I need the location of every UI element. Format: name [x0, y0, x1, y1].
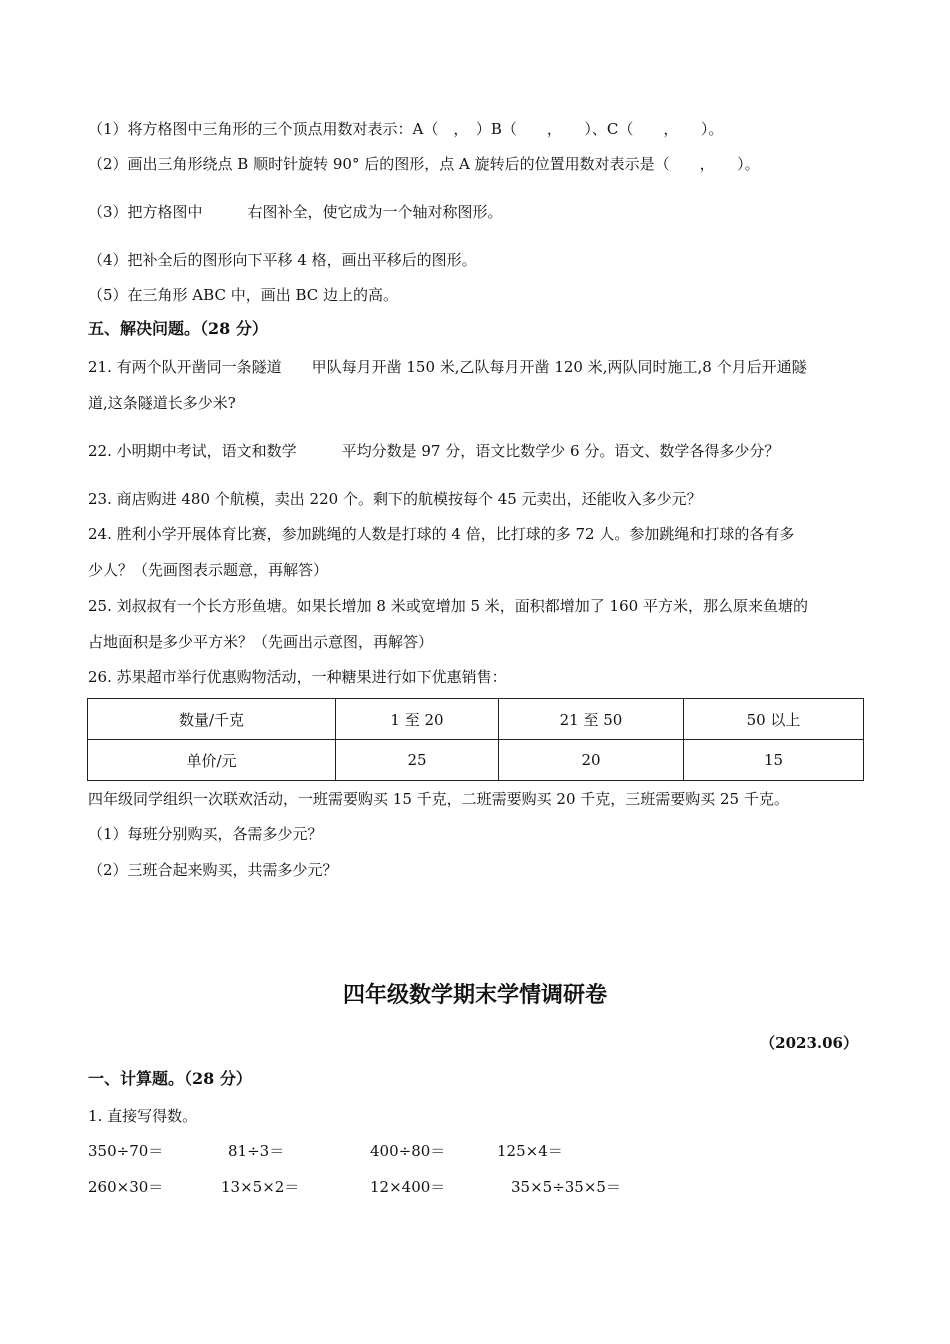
geometry-question-3: （3）把方格图中 右图补全，使它成为一个轴对称图形。	[88, 203, 503, 221]
exam-date: （2023.06）	[760, 1034, 858, 1052]
table-cell: 25	[336, 740, 499, 781]
calc-item: 260×30＝	[88, 1178, 164, 1196]
price-table	[87, 698, 864, 781]
geometry-question-2: （2）画出三角形绕点 B 顺时针旋转 90° 后的图形，点 A 旋转后的位置用数对表示是（ ， ）。	[88, 155, 760, 173]
calc-item: 350÷70＝	[88, 1142, 164, 1160]
table-cell: 50 以上	[684, 699, 864, 740]
table-row	[88, 699, 864, 740]
section1-heading: 一、计算题。（28 分）	[88, 1069, 252, 1088]
question-21: 21. 有两个队开凿同一条隧道 甲队每月开凿 150 米,乙队每月开凿 120 米,两队同时施工,8 个月后开通隧	[88, 358, 807, 376]
table-row	[88, 740, 864, 781]
question-23: 23. 商店购进 480 个航模，卖出 220 个。剩下的航模按每个 45 元卖出，还能收入多少元？	[88, 490, 702, 508]
question-26-part-2: （2）三班合起来购买，共需多少元？	[88, 861, 338, 879]
question-21-cont: 道,这条隧道长多少米?	[88, 394, 236, 412]
table-cell: 15	[684, 740, 864, 781]
geometry-question-4: （4）把补全后的图形向下平移 4 格，画出平移后的图形。	[88, 251, 477, 269]
calc-item: 125×4＝	[497, 1142, 563, 1160]
question-22: 22. 小明期中考试，语文和数学 平均分数是 97 分，语文比数学少 6 分。语文、数学各得多少分？	[88, 442, 780, 460]
question-26: 26. 苏果超市举行优惠购物活动，一种糖果进行如下优惠销售：	[88, 668, 507, 686]
section5-heading: 五、解决问题。（28 分）	[88, 319, 268, 338]
question-24-cont: 少人？（先画图表示题意，再解答）	[88, 561, 329, 579]
page-title: 四年级数学期末学情调研卷	[342, 982, 607, 1008]
table-cell: 21 至 50	[499, 699, 684, 740]
table-cell: 数量/千克	[88, 699, 336, 740]
question-26-part-1: （1）每班分别购买，各需多少元？	[88, 825, 323, 843]
question-25: 25. 刘叔叔有一个长方形鱼塘。如果长增加 8 米或宽增加 5 米，面积都增加了 160 平方米，那么原来鱼塘的	[88, 597, 808, 615]
table-cell: 1 至 20	[336, 699, 499, 740]
calc-item: 400÷80＝	[370, 1142, 446, 1160]
calc-item: 12×400＝	[370, 1178, 446, 1196]
table-cell: 单价/元	[88, 740, 336, 781]
calc-item: 13×5×2＝	[221, 1178, 300, 1196]
question-24: 24. 胜利小学开展体育比赛，参加跳绳的人数是打球的 4 倍，比打球的多 72 人。参加跳绳和打球的各有多	[88, 525, 795, 543]
question-1: 1. 直接写得数。	[88, 1107, 198, 1125]
geometry-question-1: （1）将方格图中三角形的三个顶点用数对表示：A（ ， ）B（ ， ）、C（ ， ）。	[88, 120, 724, 138]
calc-item: 35×5÷35×5＝	[511, 1178, 621, 1196]
geometry-question-5: （5）在三角形 ABC 中，画出 BC 边上的高。	[88, 286, 399, 304]
question-25-cont: 占地面积是多少平方米？（先画出示意图，再解答）	[88, 633, 434, 651]
calc-item: 81÷3＝	[228, 1142, 285, 1160]
question-26-note: 四年级同学组织一次联欢活动，一班需要购买 15 千克，二班需要购买 20 千克，三班需要购买 25 千克。	[88, 790, 789, 808]
table-cell: 20	[499, 740, 684, 781]
